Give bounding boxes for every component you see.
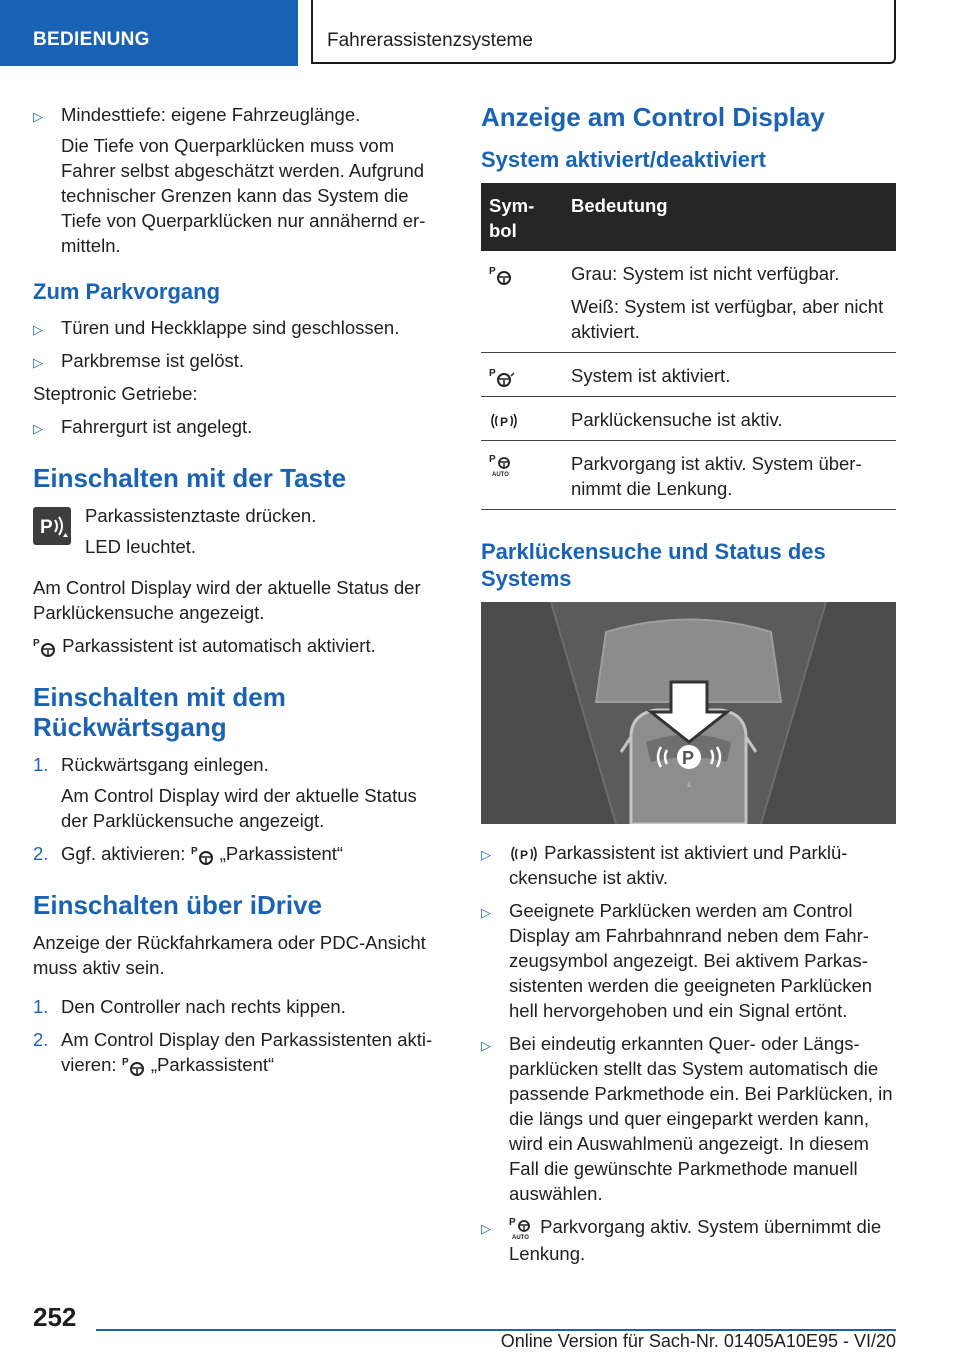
svg-text:P: P [489, 454, 496, 466]
paragraph: Am Control Display wird der aktuelle Status der Parklückensuche angezeigt. [33, 577, 421, 623]
list-item [33, 348, 443, 373]
button-instruction [33, 503, 443, 559]
step-text: „Parkassistent“ [219, 843, 344, 865]
list-item-text: Mindesttiefe: eigene Fahrzeuglänge. [61, 104, 361, 125]
svg-text:P: P [489, 368, 496, 380]
svg-text:P: P [500, 415, 509, 430]
list-item-text: Fahrergurt ist angelegt. [61, 416, 253, 437]
paragraph: Anzeige der Rückfahrkamera oder PDC-Ansicht muss aktiv sein. [33, 932, 426, 979]
triangle-bullet-icon: ▷ [33, 322, 43, 337]
park-assist-steering-icon [122, 1055, 146, 1077]
step-item [33, 994, 443, 1019]
status-text: Parkassistent ist automatisch aktiviert. [62, 635, 376, 656]
svg-text:P: P [520, 848, 529, 863]
instruction-line: LED leuchtet. [85, 536, 197, 557]
page-number: 252 [33, 1302, 77, 1332]
symbol-cell [481, 441, 563, 510]
triangle-bullet-icon: ▷ [481, 1038, 491, 1054]
list-item [481, 898, 896, 1023]
step-text: „Parkassistent“ [150, 1054, 275, 1076]
svg-text:P: P [489, 266, 496, 278]
park-assist-active-icon [489, 366, 515, 388]
park-assist-button-icon [33, 507, 71, 545]
left-column [33, 102, 443, 1085]
list-item-text: Bei eindeutig erkannten Quer- oder Längs‐parklücken stellt das System automatisch die passende Parkmethode ein. Bei Parklücken, in die längs und quer eingeparkt werden kann, wird ein Auswahlmenü angezeigt. In diesem Fall die gewünschte Parkmethode manuell auswählen. [509, 1033, 893, 1205]
step-text: Am Control Display den Parkassistenten akti‐vieren: [61, 1029, 433, 1076]
meaning-cell: System ist aktiviert. [563, 353, 896, 397]
status-line [33, 633, 443, 658]
step-text: Rückwärtsgang einlegen. [61, 754, 269, 776]
parking-space-search-icon [509, 843, 539, 865]
svg-text:P: P [33, 638, 40, 650]
triangle-bullet-icon: ▷ [33, 355, 43, 370]
list-item-text: Türen und Heckklappe sind geschlossen. [61, 317, 400, 338]
meaning-cell: Parklückensuche ist aktiv. [563, 397, 896, 441]
symbol-cell [481, 251, 563, 353]
instruction-line: Parkassistenztaste drücken. [85, 505, 317, 526]
svg-text:P: P [509, 1217, 516, 1229]
list-item-text: Geeignete Parklücken werden am Control Display am Fahrbahnrand neben dem Fahr‐zeugsymbol angezeigt. Bei aktivem Parkas‐sistenten werden die geeigneten Parklücken hell hervorgehoben und ein Signal ertönt. [509, 900, 873, 1022]
table-row [481, 441, 896, 510]
park-auto-icon [509, 1215, 535, 1241]
section-heading-parkvorgang: Zum Parkvorgang [33, 279, 221, 304]
parking-space-search-icon [489, 410, 519, 432]
symbol-table [481, 183, 896, 510]
triangle-bullet-icon: ▷ [481, 905, 491, 921]
table-header-row [481, 183, 896, 251]
section-heading-rueckwaertsgang: Einschalten mit dem Rückwärtsgang [33, 682, 286, 743]
triangle-bullet-icon: ▷ [33, 421, 43, 436]
triangle-bullet-icon: ▷ [33, 109, 43, 124]
section-heading-taste: Einschalten mit der Taste [33, 463, 347, 493]
list-item [481, 840, 896, 890]
step-number: 2. [33, 843, 49, 865]
table-row [481, 397, 896, 441]
triangle-bullet-icon: ▷ [481, 1221, 491, 1237]
step-number: 1. [33, 996, 49, 1018]
note-text: Steptronic Getriebe: [33, 383, 198, 404]
section-heading-display: Anzeige am Control Display [481, 102, 825, 132]
step-number: 2. [33, 1029, 49, 1051]
right-column [481, 102, 896, 1274]
list-item-text: Parkvorgang aktiv. System übernimmt die Lenkung. [509, 1216, 882, 1265]
meaning-cell [563, 251, 896, 353]
subheading-status: Parklückensuche und Status des Systems [481, 539, 826, 592]
step-text: Ggf. aktivieren: [61, 843, 186, 865]
svg-text:P: P [121, 1057, 129, 1069]
step-text: Den Controller nach rechts kippen. [61, 996, 346, 1018]
list-item [33, 102, 443, 127]
step-subtext: Am Control Display wird der aktuelle Status der Parklückensuche angezeigt. [61, 785, 417, 832]
table-row [481, 251, 896, 353]
symbol-cell [481, 397, 563, 441]
svg-text:AUTO: AUTO [492, 472, 509, 479]
symbol-cell [481, 353, 563, 397]
svg-text:P: P [40, 517, 53, 538]
table-row [481, 353, 896, 397]
column-header-meaning: Bedeutung [563, 183, 896, 251]
triangle-bullet-icon: ▷ [481, 847, 491, 863]
list-item [33, 414, 443, 439]
list-item [481, 1031, 896, 1206]
park-assist-steering-icon [33, 636, 57, 658]
step-item [33, 752, 443, 777]
list-item-subtext: Die Tiefe von Querparklücken muss vom Fahrer selbst abgeschätzt werden. Aufgrund technischer Grenzen kann das System die Tiefe von Querparklücken nur annähernd er‐mitteln. [61, 135, 426, 256]
svg-text:P: P [682, 748, 695, 769]
step-item [33, 841, 443, 866]
section-heading-idrive: Einschalten über iDrive [33, 890, 322, 921]
footer-online-version: Online Version für Sach-Nr. 01405A10E95 - VI/20 [500, 1331, 896, 1351]
step-number: 1. [33, 754, 49, 776]
list-item [481, 1214, 896, 1266]
section-tab: BEDIENUNG [0, 0, 298, 66]
list-item [33, 315, 443, 340]
control-display-illustration [481, 602, 896, 824]
meaning-text: Weiß: System ist verfügbar, aber nicht aktiviert. [571, 296, 884, 342]
list-item-text: Parkassistent ist aktiviert und Parklü‐ckensuche ist aktiv. [509, 842, 848, 889]
meaning-cell: Parkvorgang ist aktiv. System über‐nimmt die Lenkung. [563, 441, 896, 510]
subheading-system: System aktiviert/deaktiviert [481, 147, 766, 172]
park-assist-steering-icon [191, 844, 215, 866]
park-auto-icon [489, 452, 515, 478]
park-assist-steering-icon [489, 264, 513, 286]
list-item-text: Parkbremse ist gelöst. [61, 350, 245, 371]
chapter-title: Fahrerassistenzsysteme [311, 0, 896, 64]
meaning-text: Grau: System ist nicht verfügbar. [571, 263, 840, 284]
svg-text:P: P [190, 846, 198, 858]
step-item [33, 1027, 443, 1077]
column-header-symbol: Sym‐bol [481, 183, 563, 251]
svg-text:AUTO: AUTO [512, 1235, 529, 1242]
